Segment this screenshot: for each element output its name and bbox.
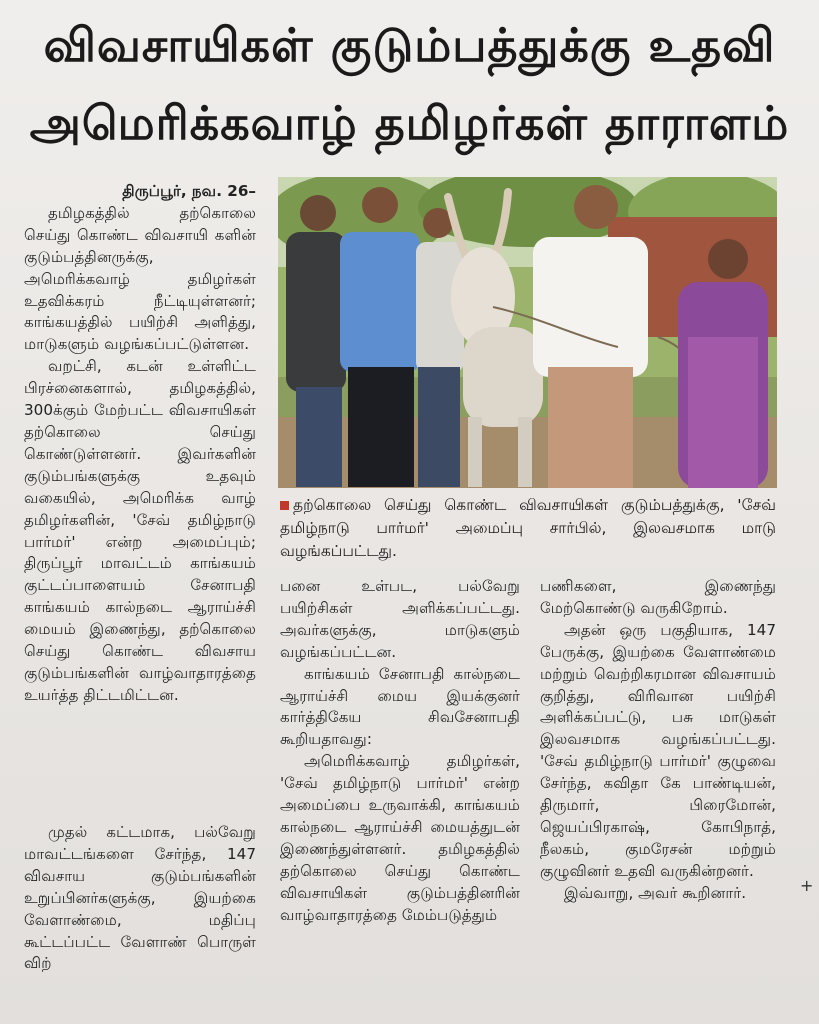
- headline-line-1: விவசாயிகள் குடும்பத்துக்கு உதவி: [43, 18, 776, 72]
- dateline: திருப்பூர், நவ. 26–: [122, 182, 256, 200]
- paragraph: அமெரிக்கவாழ் தமிழர்கள், 'சேவ் தமிழ்நாடு பார்மர்' என்ற அமைப்பை உருவாக்கி, காங்கயம் கால்நடை ஆராய்ச்சி மையத்துடன் இணைந்துள்ளனர். தமிழகத்தில் தற்கொலை செய்து கொண்ட விவசாயிகள் குடும்பத்தினரின் வாழ்வாதாரத்தை மேம்படுத்தும்: [280, 752, 520, 924]
- paragraph: அதன் ஒரு பகுதியாக, 147 பேருக்கு, இயற்கை வேளாண்மை மற்றும் வெற்றிகரமான விவசாயம் குறித்து, விரிவான பயிற்சி அளிக்கப்பட்டு, பசு மாடுகள் இலவசமாக வழங்கப்பட்டது. 'சேவ் தமிழ்நாடு பார்மர்' குழுவை சேர்ந்த, கவிதா கே பாண்டியன், திருமார், பிரைமோன், ஜெயப்பிரகாஷ், கோபிநாத், நீலகம், குமரேசன் மற்றும் குழுவினர் உதவி வருகின்றனர்.: [540, 620, 776, 880]
- paragraph: வறட்சி, கடன் உள்ளிட்ட பிரச்னைகளால், தமிழகத்தில், 300க்கும் மேற்பட்ட விவசாயிகள் தற்கொலை செய்து கொண்டுள்ளனர். இவர்களின் குடும்பங்களுக்கு உதவும் வகையில், அமெரிக்க வாழ் தமிழர்களின், 'சேவ் தமிழ்நாடு பார்மர்' என்ற அமைப்பும்; திருப்பூர் மாவட்டம் காங்கயம் குட்டப்பாளையம் சேனாபதி காங்கயம் கால்நடை ஆராய்ச்சி மையம் இணைந்து, தற்கொலை செய்து கொண்ட விவசாய குடும்பங்களின் வாழ்வாதாரத்தை உயர்த்த திட்டமிட்டன.: [24, 357, 256, 704]
- article-column-2: [280, 576, 520, 927]
- article-column-1-continued: [24, 822, 256, 975]
- caption-marker-icon: [280, 501, 289, 510]
- paragraph: காங்கயம் சேனாபதி கால்நடை ஆராய்ச்சி மைய இயக்குனர் கார்த்திகேய சிவசேனாபதி கூறியதாவது:: [280, 664, 520, 749]
- photo-caption: [280, 494, 776, 563]
- paragraph: தமிழகத்தில் தற்கொலை செய்து கொண்ட விவசாயி களின் குடும்பத்தினருக்கு, அமெரிக்கவாழ் தமிழர்கள் உதவிக்கரம் நீட்டியுள்ளனர்; காங்கயத்தில் பயிற்சி அளித்து, மாடுகளும் வழங்கப்பட்டுள்ளன.: [24, 203, 256, 354]
- paragraph: பணிகளை, இணைந்து மேற்கொண்டு வருகிறோம்.: [540, 577, 776, 617]
- paragraph: இவ்வாறு, அவர் கூறினார்.: [564, 883, 747, 902]
- article-column-3: [540, 576, 776, 905]
- crop-mark-icon: +: [800, 876, 814, 895]
- paragraph: பனை உள்பட, பல்வேறு பயிற்சிகள் அளிக்கப்பட்டது. அவர்களுக்கு, மாடுகளும் வழங்கப்பட்டன.: [280, 577, 520, 661]
- headline-line-2: அமெரிக்கவாழ் தமிழர்கள் தாராளம்: [29, 96, 790, 150]
- paragraph: முதல் கட்டமாக, பல்வேறு மாவட்டங்களை சேர்ந்த, 147 விவசாய குடும்பங்களின் உறுப்பினர்களுக்கு, இயற்கை வேளாண்மை, மதிப்பு கூட்டப்பட்ட வேளாண் பொருள் விற்: [24, 823, 256, 973]
- article-column-1: [24, 181, 256, 707]
- news-photo: [278, 177, 777, 488]
- caption-text: தற்கொலை செய்து கொண்ட விவசாயிகள் குடும்பத்துக்கு, 'சேவ் தமிழ்நாடு பார்மர்' அமைப்பு சார்பில், இலவசமாக மாடு வழங்கப்பட்டது.: [280, 496, 776, 560]
- farmers-with-cow-photo: [278, 177, 777, 488]
